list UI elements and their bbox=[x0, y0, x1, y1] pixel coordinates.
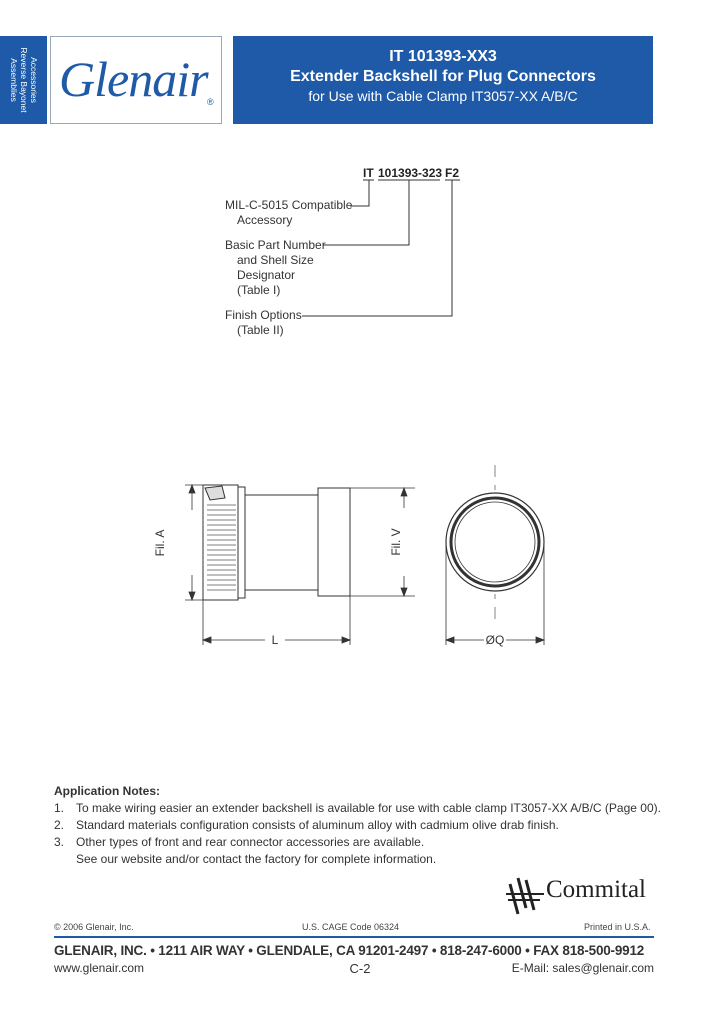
note-number: 2. bbox=[54, 818, 65, 832]
callout-line: Accessory bbox=[237, 213, 293, 227]
inner-ring bbox=[451, 498, 539, 586]
note-text: Standard materials configuration consists of aluminum alloy with cadmium olive drab finish. bbox=[76, 818, 559, 832]
note-number: 1. bbox=[54, 801, 65, 815]
rear-sleeve bbox=[318, 488, 350, 596]
page-number: C-2 bbox=[349, 961, 371, 976]
footer-rule bbox=[54, 936, 654, 938]
note-item bbox=[54, 834, 674, 868]
callout-line: (Table I) bbox=[237, 283, 281, 297]
end-view bbox=[446, 465, 544, 619]
commital-mark-icon bbox=[504, 870, 548, 920]
company-address: GLENAIR, INC. • 1211 AIR WAY • GLENDALE, CA 91201-2497 • 818-247-6000 • FAX 818-500-9912 bbox=[54, 943, 645, 958]
coupling-ring bbox=[203, 485, 238, 600]
note-text: To make wiring easier an extender backshell is available for use with cable clamp IT3057-XX A/B/C (Page 00). bbox=[76, 801, 661, 815]
note-item bbox=[54, 817, 674, 834]
copyright: © 2006 Glenair, Inc. bbox=[54, 922, 134, 932]
dim-fil-a-label: Fil. A bbox=[153, 529, 167, 557]
callout-line: Designator bbox=[237, 268, 296, 282]
cage-code: U.S. CAGE Code 06324 bbox=[302, 922, 400, 932]
email-link[interactable]: E-Mail: sales@glenair.com bbox=[511, 961, 654, 975]
note-text: See our website and/or contact the factory for complete information. bbox=[76, 852, 437, 866]
page-title: IT 101393-XX3 bbox=[389, 48, 497, 65]
notes-heading: Application Notes: bbox=[54, 784, 161, 798]
callout-line: Basic Part Number bbox=[225, 238, 326, 252]
side-tab-line: Assemblies bbox=[8, 58, 19, 102]
page-subtitle-2: for Use with Cable Clamp IT3057-XX A/B/C bbox=[308, 88, 578, 104]
commital-text: Commital bbox=[546, 876, 646, 903]
note-number: 3. bbox=[54, 835, 65, 849]
backshell-body bbox=[245, 495, 318, 590]
dim-q-label: ØQ bbox=[485, 633, 505, 647]
logo-registered-mark: ® bbox=[207, 97, 214, 107]
callout-line: MIL-C-5015 Compatible bbox=[225, 198, 353, 212]
printed-in: Printed in U.S.A. bbox=[584, 922, 651, 932]
note-item bbox=[54, 800, 674, 817]
callout-line: and Shell Size bbox=[237, 253, 314, 267]
commital-logo bbox=[504, 870, 664, 920]
application-notes bbox=[54, 784, 674, 868]
pn-prefix: IT bbox=[363, 166, 374, 180]
side-tab-line: Accessories bbox=[28, 57, 39, 103]
side-view bbox=[203, 485, 350, 600]
pn-finish: F2 bbox=[445, 166, 460, 180]
pn-number: 101393-323 bbox=[378, 166, 443, 180]
dim-fil-v-label: Fil. V bbox=[389, 528, 403, 556]
note-text: Other types of front and rear connector accessories are available. bbox=[76, 835, 425, 849]
page-subtitle: Extender Backshell for Plug Connectors bbox=[290, 68, 596, 85]
outer-ring bbox=[446, 493, 544, 591]
part-number-leaders bbox=[302, 180, 460, 316]
website-link[interactable]: www.glenair.com bbox=[54, 961, 145, 975]
callout-line: (Table II) bbox=[237, 323, 284, 337]
callout-line: Finish Options bbox=[225, 308, 302, 322]
dim-l-label: L bbox=[271, 633, 279, 647]
logo-text: Glenair bbox=[59, 51, 208, 107]
side-tab-line: Reverse Bayonet bbox=[18, 47, 29, 113]
